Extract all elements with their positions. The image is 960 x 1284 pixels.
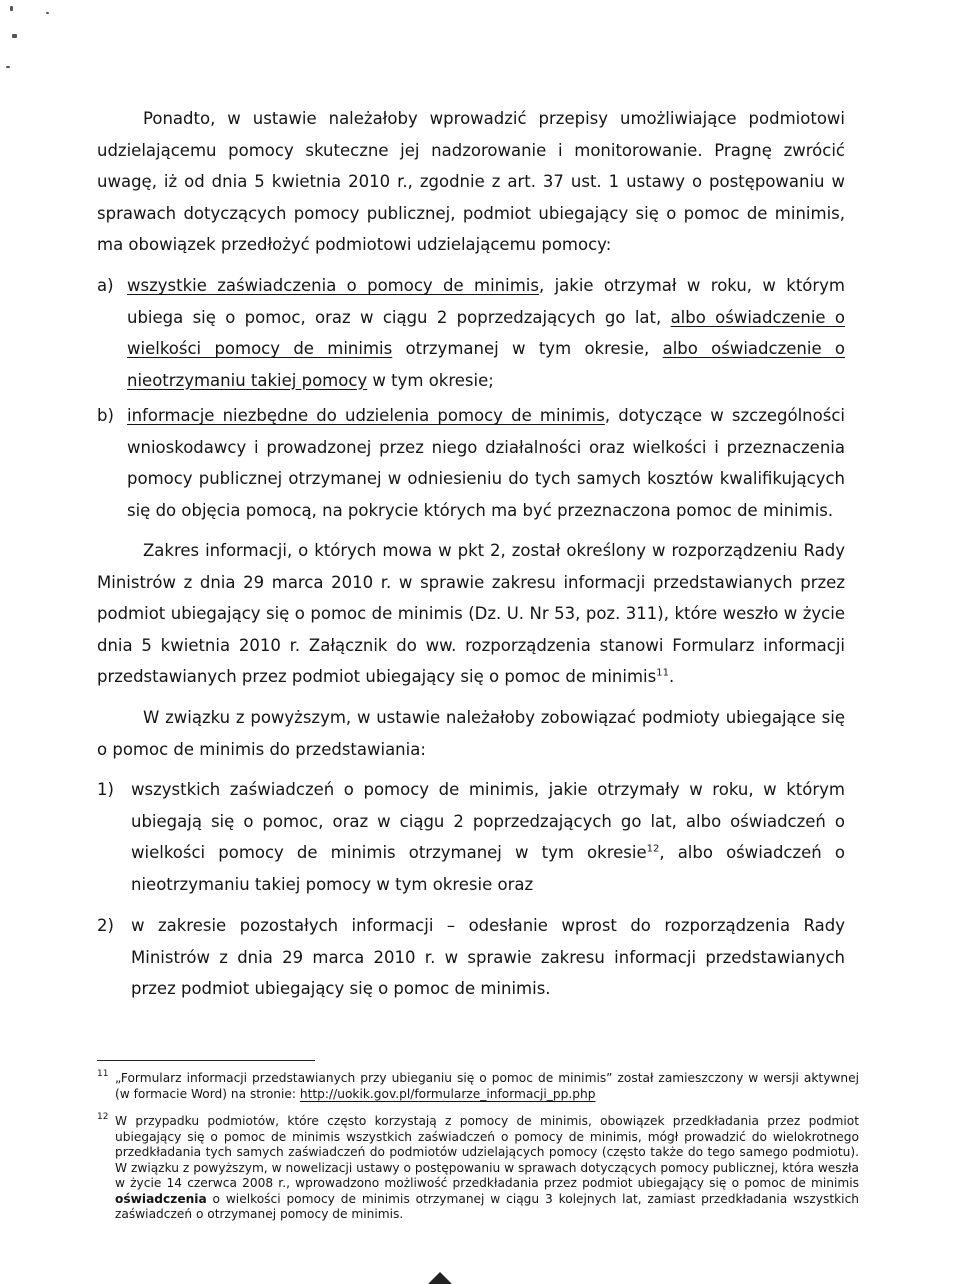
list-label-b: b) bbox=[97, 406, 114, 425]
footnote-11 bbox=[97, 1071, 859, 1102]
text-run: W przypadku podmiotów, które często korzystają z pomocy de minimis, obowiązek przedkładania przez podmiot ubiegający się o pomoc de minimis wszystkich zaświadczeń o pomocy de minimis, mógł prowadzić do wielokrotnego przedkładania tych samych zaświadczeń do podmiotów udzielających pomocy (często także do tego samego podmiotu). W związku z powyższym, w nowelizacji ustawy o postępowaniu w sprawach dotyczących pomocy publicznej, która weszła w życie 14 czerwca 2008 r., wprowadzono możliwość przedkładania przez podmiot ubiegający się o pomoc de minimis bbox=[115, 1114, 859, 1190]
list-text-2: w zakresie pozostałych informacji – odesłanie wprost do rozporządzenia Rady Ministrów z dnia 29 marca 2010 r. w sprawie zakresu informacji przedstawianych przez podmiot ubiegający się o pomoc de minimis. bbox=[131, 916, 845, 998]
footnote-number: 11 bbox=[97, 1069, 109, 1079]
list-label-2: 2) bbox=[97, 916, 114, 935]
bold-phrase: oświadczenia bbox=[115, 1191, 207, 1206]
list-item-b bbox=[97, 400, 845, 526]
footnote-text bbox=[115, 1071, 859, 1102]
page-bottom-logo-icon bbox=[428, 1272, 452, 1284]
list-item-a bbox=[97, 270, 845, 396]
list-text-1 bbox=[131, 774, 845, 900]
text-run: otrzymanej w tym okresie, bbox=[392, 339, 663, 358]
list-label-1: 1) bbox=[97, 780, 114, 799]
text-run: . bbox=[668, 667, 675, 686]
text-run: , jakie otrzymał w roku, w którym ubiega się o pomoc, oraz w ciągu 2 poprzedzających go lat, bbox=[127, 276, 846, 327]
footnote-ref-12: 12 bbox=[646, 843, 660, 855]
list-item-2 bbox=[97, 910, 845, 1005]
intro-paragraph: Ponadto, w ustawie należałoby wprowadzić przepisy umożliwiające podmiotowi udzielającemu pomocy skuteczne jej nadzorowanie i monitorowanie. Pragnę zwrócić uwagę, iż od dnia 5 kwietnia 2010 r., zgodnie z art. 37 ust. 1 ustawy o postępowaniu w sprawach dotyczących pomocy publicznej, podmiot ubiegający się o pomoc de minimis, ma obowiązek przedłożyć podmiotowi udzielającemu pomocy: bbox=[97, 109, 845, 254]
list-text-b bbox=[127, 400, 845, 526]
footnote-separator bbox=[97, 1060, 315, 1061]
underlined-phrase: wszystkie zaświadczenia o pomocy de minimis bbox=[127, 276, 539, 295]
list-item-1 bbox=[97, 774, 845, 900]
underlined-phrase: albo oświadczenie o nieotrzymaniu takiej pomocy bbox=[127, 339, 846, 390]
underlined-phrase: albo oświadczenie o wielkości pomocy de minimis bbox=[127, 307, 845, 358]
footnote-12 bbox=[97, 1114, 859, 1223]
text-run: , albo oświadczeń o nieotrzymaniu takiej pomocy w tym okresie oraz bbox=[131, 843, 845, 894]
text-run: w tym okresie; bbox=[367, 370, 494, 390]
footnote-ref-11: 11 bbox=[656, 667, 669, 679]
text-run: „Formularz informacji przedstawianych przy ubieganiu się o pomoc de minimis” został zamieszczony w wersji aktywnej (w formacie Word) na stronie: bbox=[115, 1071, 859, 1101]
zwiazek-paragraph: W związku z powyższym, w ustawie należałoby zobowiązać podmioty ubiegające się o pomoc de minimis do przedstawiania: bbox=[97, 708, 845, 759]
scan-speck bbox=[46, 12, 49, 14]
scan-speck bbox=[12, 34, 17, 38]
text-run: , dotyczące w szczególności wnioskodawcy i prowadzonej przez niego działalności oraz wielkości i przeznaczenia pomocy publicznej otrzymanej w odniesieniu do tych samych kosztów kwalifikujących się do objęcia pomocą, na pokrycie których ma być przeznaczona pomoc de minimis. bbox=[127, 406, 845, 520]
footnote-link[interactable]: http://uokik.gov.pl/formularze_informacji_pp.php bbox=[299, 1086, 596, 1101]
text-run: wszystkich zaświadczeń o pomocy de minimis, jakie otrzymały w roku, w którym ubiegają się o pomoc, oraz w ciągu 2 poprzedzających go lat, albo oświadczeń o wielkości pomocy de minimis otrzymanej w tym okresie bbox=[131, 780, 845, 862]
zakres-paragraph bbox=[97, 535, 845, 693]
list-label-a: a) bbox=[97, 276, 114, 295]
footnote-number: 12 bbox=[97, 1112, 109, 1122]
scan-speck bbox=[6, 66, 10, 68]
list-text-a bbox=[127, 270, 845, 396]
scan-speck bbox=[10, 6, 13, 11]
footnote-text bbox=[115, 1114, 859, 1223]
text-run: o wielkości pomocy de minimis otrzymanej w ciągu 3 kolejnych lat, zamiast przedkładania wszystkich zaświadczeń o otrzymanej pomocy de minimis. bbox=[115, 1191, 859, 1221]
text-run: Zakres informacji, o których mowa w pkt 2, został określony w rozporządzeniu Rady Ministrów z dnia 29 marca 2010 r. w sprawie zakresu informacji przedstawianych przez podmiot ubiegający się o pomoc de minimis (Dz. U. Nr 53, poz. 311), które weszło w życie dnia 5 kwietnia 2010 r. Załącznik do ww. rozporządzenia stanowi Formularz informacji przedstawianych przez podmiot ubiegający się o pomoc de minimis bbox=[97, 541, 845, 686]
underlined-phrase: informacje niezbędne do udzielenia pomocy de minimis bbox=[127, 406, 605, 425]
